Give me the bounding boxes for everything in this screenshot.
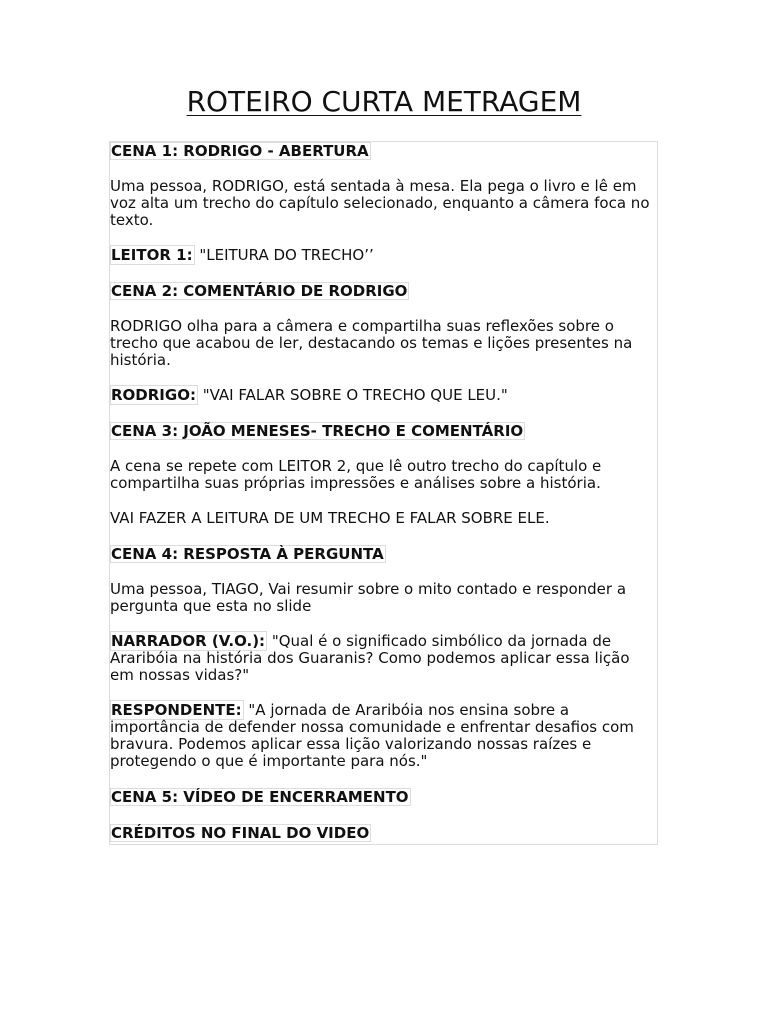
scene-2-heading: CENA 2: COMENTÁRIO DE RODRIGO: [111, 282, 408, 300]
scene-2-heading-line: [110, 282, 658, 300]
scene-4-description: Uma pessoa, TIAGO, Vai resumir sobre o mito contado e responder a pergunta que esta no slide: [110, 580, 627, 615]
scene-1-speaker: LEITOR 1:: [111, 246, 193, 264]
credits-line: [110, 824, 658, 842]
narrator-speaker: NARRADOR (V.O.):: [111, 632, 266, 650]
scene-1-dialogue: [110, 247, 658, 264]
scene-5-heading: CENA 5: VÍDEO DE ENCERRAMENTO: [111, 788, 409, 806]
narrator-line: "Qual é o significado simbólico da jornada de Araribóia na história dos Guaranis? Como podemos aplicar essa lição em nossas vidas?": [110, 632, 630, 684]
scene-3-description: A cena se repete com LEITOR 2, que lê outro trecho do capítulo e compartilha suas próprias impressões e análises sobre a história.: [110, 457, 602, 492]
scene-4-respondent: [110, 702, 658, 770]
respondent-speaker: RESPONDENTE:: [111, 701, 242, 719]
scene-1-heading-line: [110, 142, 658, 160]
script-content: [110, 142, 658, 842]
scene-4-heading-line: [110, 545, 658, 563]
scene-2-dialogue: [110, 387, 658, 404]
scene-2-line: "VAI FALAR SOBRE O TRECHO QUE LEU.": [197, 386, 508, 404]
scene-1-heading: CENA 1: RODRIGO - ABERTURA: [111, 142, 369, 160]
scene-3-heading-line: [110, 422, 658, 440]
credits-heading: CRÉDITOS NO FINAL DO VIDEO: [111, 824, 370, 842]
document-title: ROTEIRO CURTA METRAGEM: [186, 85, 582, 118]
scene-4-heading: CENA 4: RESPOSTA À PERGUNTA: [111, 545, 384, 563]
scene-3-heading: CENA 3: JOÃO MENESES- TRECHO E COMENTÁRIO: [111, 422, 524, 440]
scene-4-narrator: [110, 633, 658, 684]
scene-1-line: "LEITURA DO TRECHO’’: [194, 246, 374, 264]
scene-3-note: VAI FAZER A LEITURA DE UM TRECHO E FALAR SOBRE ELE.: [110, 509, 550, 527]
scene-5-heading-line: [110, 788, 658, 806]
scene-2-speaker: RODRIGO:: [111, 386, 196, 404]
scene-2-description: RODRIGO olha para a câmera e compartilha suas reflexões sobre o trecho que acabou de ler, destacando os temas e lições presentes na história.: [110, 317, 633, 369]
respondent-line: "A jornada de Araribóia nos ensina sobre a importância de defender nossa comunidade e enfrentar desafios com bravura. Podemos aplicar essa lição valorizando nossas raízes e protegendo o que é importante para nós.": [110, 701, 634, 770]
scene-1-description: Uma pessoa, RODRIGO, está sentada à mesa. Ela pega o livro e lê em voz alta um trecho do capítulo selecionado, enquanto a câmera foca no texto.: [110, 177, 650, 229]
